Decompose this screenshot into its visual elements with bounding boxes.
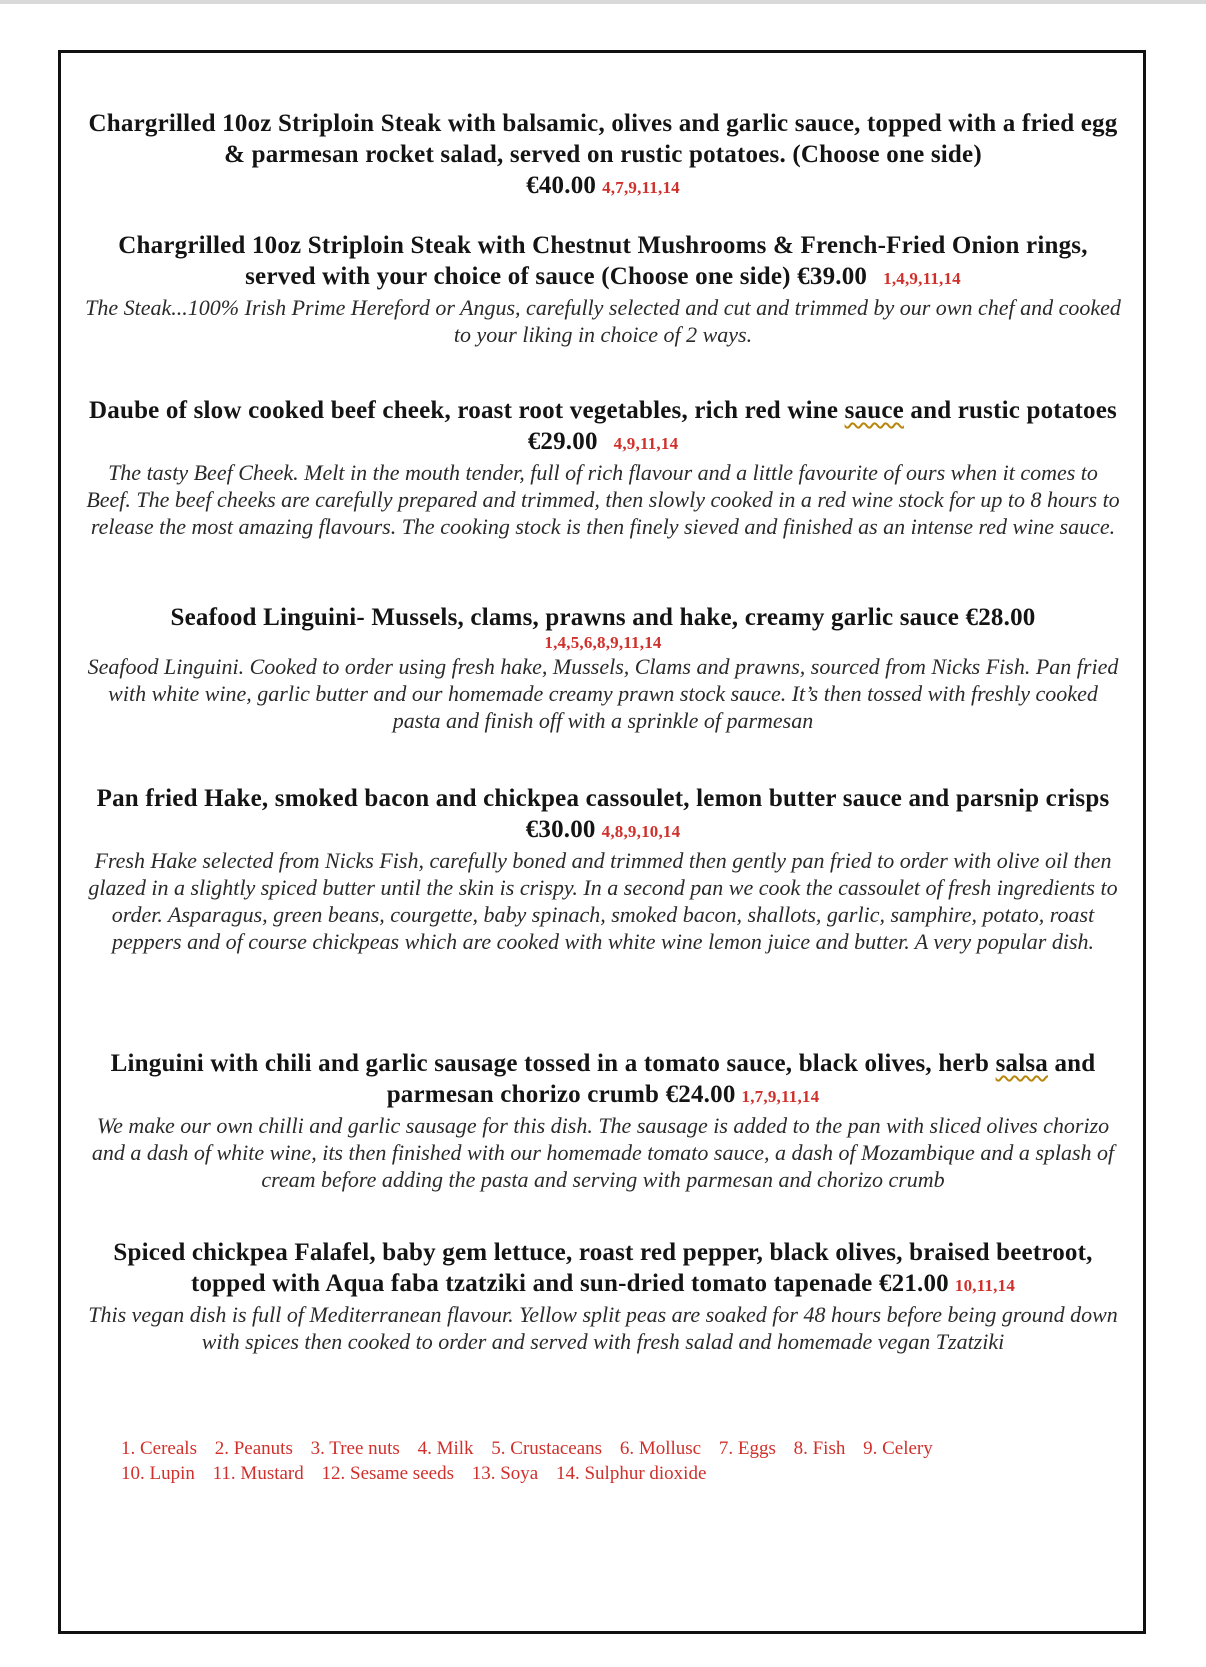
menu-item-striploin-mushrooms [85, 230, 1121, 348]
dish-price: €21.00 [878, 1270, 949, 1297]
allergen-codes: 10,11,14 [954, 1276, 1016, 1295]
allergen-legend-row [121, 1461, 1101, 1486]
allergen-legend-item: 2. Peanuts [214, 1438, 293, 1459]
allergen-legend [121, 1436, 1101, 1486]
dish-price: €30.00 [525, 816, 596, 843]
allergen-legend-item: 4. Milk [417, 1438, 474, 1459]
top-rule [0, 0, 1206, 4]
allergen-codes: 1,4,9,11,14 [883, 269, 961, 288]
dish-price: €40.00 [526, 172, 597, 199]
dish-name-part: Daube of slow cooked beef cheek, roast root vegetables, rich red wine [89, 397, 839, 424]
dish-name: Seafood Linguini- Mussels, clams, prawns and hake, creamy garlic sauce [170, 604, 960, 631]
dish-title [85, 1237, 1121, 1301]
dish-name-part: and rustic potatoes [910, 397, 1117, 424]
allergen-legend-item: 11. Mustard [212, 1463, 304, 1484]
dish-price: €24.00 [665, 1081, 736, 1108]
menu-frame [58, 50, 1146, 1634]
allergen-codes: 4,8,9,10,14 [601, 822, 681, 841]
dish-name: Chargrilled 10oz Striploin Steak with balsamic, olives and garlic sauce, topped with a fried egg & parmesan rocket salad, served on rustic potatoes. (Choose one side) [88, 110, 1118, 168]
dish-name: Spiced chickpea Falafel, baby gem lettuce, roast red pepper, black olives, braised beetroot, topped with Aqua faba tzatziki and sun-dried tomato tapenade [113, 1239, 1093, 1297]
dish-title [85, 1048, 1121, 1112]
dish-title [85, 783, 1121, 847]
menu-item-seafood-linguini [85, 602, 1121, 734]
menu-item-beef-cheek [85, 395, 1121, 540]
allergen-codes: 1,4,5,6,8,9,11,14 [544, 633, 662, 652]
dish-price: €28.00 [965, 604, 1036, 631]
allergen-codes: 4,7,9,11,14 [602, 178, 680, 197]
dish-name: Chargrilled 10oz Striploin Steak with Chestnut Mushrooms & French-Fried Onion rings, served with your choice of sauce (Choose one side) [118, 232, 1088, 290]
dish-price: €29.00 [527, 428, 598, 455]
dish-description: The tasty Beef Cheek. Melt in the mouth tender, full of rich flavour and a little favourite of ours when it comes to Beef. The beef cheeks are carefully prepared and trimmed, then slowly cooked in a red wine stock for up to 8 hours to release the most amazing flavours. The cooking stock is then finely sieved and finished as an intense red wine sauce. [86, 460, 1120, 539]
allergen-legend-item: 12. Sesame seeds [321, 1463, 454, 1484]
allergen-legend-item: 8. Fish [793, 1438, 846, 1459]
spellcheck-flagged-word: sauce [844, 397, 904, 424]
allergen-legend-item: 13. Soya [471, 1463, 539, 1484]
dish-title [85, 395, 1121, 459]
spellcheck-flagged-word: salsa [995, 1050, 1048, 1077]
menu-item-striploin-balsamic [85, 108, 1121, 203]
dish-description: We make our own chilli and garlic sausage for this dish. The sausage is added to the pan with sliced olives chorizo and a dash of white wine, its then finished with our homemade tomato sauce, a dash of Mozambique and a splash of cream before adding the pasta and serving with parmesan and chorizo crumb [91, 1113, 1115, 1192]
dish-title [85, 108, 1121, 203]
dish-description: This vegan dish is full of Mediterranean flavour. Yellow split peas are soaked for 48 hours before being ground down with spices then cooked to order and served with fresh salad and homemade vegan Tzatziki [88, 1302, 1118, 1354]
dish-title [85, 602, 1121, 653]
allergen-legend-row [121, 1436, 1101, 1461]
allergen-legend-item: 5. Crustaceans [491, 1438, 603, 1459]
allergen-legend-item: 1. Cereals [121, 1438, 197, 1459]
dish-name: Pan fried Hake, smoked bacon and chickpea cassoulet, lemon butter sauce and parsnip crisps [96, 785, 1110, 812]
dish-name-part: Linguini with chili and garlic sausage tossed in a tomato sauce, black olives, herb [110, 1050, 990, 1077]
dish-description: Fresh Hake selected from Nicks Fish, carefully boned and trimmed then gently pan fried to order with olive oil then glazed in a slightly spiced butter until the skin is crispy. In a second pan we cook the cassoulet of fresh ingredients to order. Asparagus, green beans, courgette, baby spinach, smoked bacon, shallots, garlic, samphire, potato, roast peppers and of course chickpeas which are cooked with white wine lemon juice and butter. A very popular dish. [88, 848, 1118, 954]
allergen-legend-item: 6. Mollusc [619, 1438, 702, 1459]
dish-description: Seafood Linguini. Cooked to order using fresh hake, Mussels, Clams and prawns, sourced from Nicks Fish. Pan fried with white wine, garlic butter and our homemade creamy prawn stock sauce. It’s then tossed with freshly cooked pasta and finish off with a sprinkle of parmesan [87, 654, 1119, 733]
dish-price: €39.00 [797, 263, 868, 290]
dish-description: The Steak...100% Irish Prime Hereford or Angus, carefully selected and cut and trimmed by our own chef and cooked to your liking in choice of 2 ways. [85, 295, 1121, 347]
allergen-codes: 1,7,9,11,14 [741, 1087, 820, 1106]
allergen-legend-item: 3. Tree nuts [310, 1438, 400, 1459]
allergen-legend-item: 10. Lupin [121, 1463, 195, 1484]
allergen-legend-item: 7. Eggs [718, 1438, 776, 1459]
allergen-legend-item: 9. Celery [863, 1438, 933, 1459]
allergen-codes: 4,9,11,14 [613, 434, 679, 453]
dish-title [85, 230, 1121, 294]
dish-name-part: and parmesan chorizo crumb [386, 1050, 1096, 1108]
menu-item-linguini-sausage [85, 1048, 1121, 1193]
menu-item-falafel [85, 1237, 1121, 1355]
allergen-legend-item: 14. Sulphur dioxide [555, 1463, 707, 1484]
menu-item-pan-fried-hake [85, 783, 1121, 955]
